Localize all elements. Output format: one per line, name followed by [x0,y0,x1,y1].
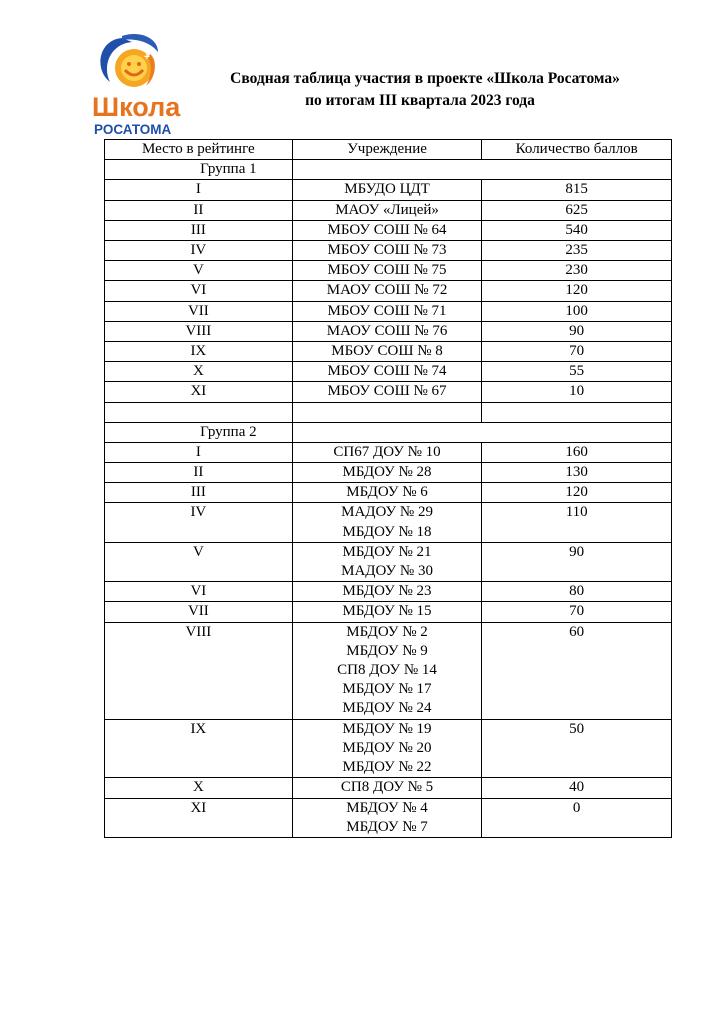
table-row [105,582,672,602]
rating-table [104,139,672,838]
place-cell: XI [105,382,293,402]
institution-cell [292,321,482,341]
place-cell: III [105,220,293,240]
score-cell: 80 [482,582,672,602]
place-cell: V [105,261,293,281]
institution-cell [292,261,482,281]
table-row [105,301,672,321]
institution-name: МБДОУ № 15 [342,603,432,620]
place-cell: VII [105,301,293,321]
institution-cell [292,542,482,581]
table-row [105,261,672,281]
table-row [105,483,672,503]
empty-cell [482,402,672,422]
place-cell: II [105,463,293,483]
table-row [105,382,672,402]
score-cell: 130 [482,463,672,483]
institution-cell [292,281,482,301]
institution-cell [292,503,482,542]
institution-name: МАДОУ № 29 [341,504,433,521]
institution-name: МБДОУ № 17 [342,681,432,698]
table-row [105,281,672,301]
score-cell: 55 [482,362,672,382]
place-cell: IX [105,342,293,362]
table-row [105,719,672,778]
institution-cell [292,622,482,719]
table-header-row [105,140,672,160]
institution-cell [292,301,482,321]
table-row [105,503,672,542]
header-place: Место в рейтинге [105,140,293,160]
institution-name: МАОУ СОШ № 76 [326,322,448,339]
group-empty-cell [292,422,671,442]
score-cell: 625 [482,200,672,220]
institution-name: МБДОУ № 4 [346,799,428,816]
group-header-row [105,160,672,180]
score-cell: 160 [482,442,672,462]
institution-cell [292,180,482,200]
institution-name: МАДОУ № 30 [341,563,433,580]
place-cell: X [105,362,293,382]
table-row [105,200,672,220]
institution-name: МБДОУ № 24 [342,700,432,717]
institution-name: МАОУ «Лицей» [335,201,439,218]
place-cell: VI [105,582,293,602]
institution-cell [292,719,482,778]
logo-text-rosatom: РОСАТОМА [94,122,172,137]
table-row [105,542,672,581]
group-empty-cell [292,160,671,180]
score-cell: 0 [482,798,672,837]
table-row [105,602,672,622]
institution-cell [292,382,482,402]
place-cell: I [105,180,293,200]
score-cell: 230 [482,261,672,281]
score-cell: 60 [482,622,672,719]
table-row [105,798,672,837]
institution-name: МБДОУ № 23 [342,583,432,600]
institution-name: МБДОУ № 19 [342,720,432,737]
institution-name: МБОУ СОШ № 73 [327,242,447,259]
institution-name: СП8 ДОУ № 14 [337,662,437,679]
institution-name: МБОУ СОШ № 71 [327,302,447,319]
institution-name: МБДОУ № 6 [346,484,428,501]
score-cell: 120 [482,483,672,503]
institution-name: МБОУ СОШ № 67 [327,383,447,400]
institution-cell [292,200,482,220]
institution-cell [292,778,482,798]
score-cell: 40 [482,778,672,798]
score-cell: 50 [482,719,672,778]
institution-name: МАОУ СОШ № 72 [326,282,448,299]
institution-cell [292,362,482,382]
empty-cell [105,402,293,422]
score-cell: 110 [482,503,672,542]
score-cell: 90 [482,321,672,341]
place-cell: IV [105,503,293,542]
place-cell: XI [105,798,293,837]
group-name: Группа 2 [105,422,293,442]
place-cell: I [105,442,293,462]
table-row [105,241,672,261]
institution-name: МБОУ СОШ № 64 [327,221,447,238]
institution-name: МБДОУ № 22 [342,759,432,776]
spacer-row [105,402,672,422]
table-row [105,220,672,240]
institution-name: МБДОУ № 21 [342,543,432,560]
institution-name: СП67 ДОУ № 10 [333,443,441,460]
title-line-1: Сводная таблица участия в проекте «Школа Росатома» [230,70,620,87]
header-institution: Учреждение [292,140,482,160]
header-score: Количество баллов [482,140,672,160]
place-cell: V [105,542,293,581]
score-cell: 10 [482,382,672,402]
institution-cell [292,220,482,240]
logo-text-school: Школа [92,92,181,122]
score-cell: 100 [482,301,672,321]
institution-name: МБОУ СОШ № 8 [331,343,443,360]
score-cell: 90 [482,542,672,581]
institution-name: МБДОУ № 9 [346,642,428,659]
place-cell: X [105,778,293,798]
institution-cell [292,241,482,261]
place-cell: VII [105,602,293,622]
score-cell: 70 [482,342,672,362]
table-row [105,180,672,200]
institution-name: МБДОУ № 28 [342,464,432,481]
page-title [150,68,680,112]
institution-name: СП8 ДОУ № 5 [340,779,434,796]
table-row [105,463,672,483]
score-cell: 70 [482,602,672,622]
institution-cell [292,442,482,462]
table-row [105,778,672,798]
place-cell: III [105,483,293,503]
group-name: Группа 1 [105,160,293,180]
score-cell: 540 [482,220,672,240]
place-cell: VIII [105,321,293,341]
institution-name: МБДОУ № 7 [346,818,428,835]
score-cell: 235 [482,241,672,261]
table-row [105,362,672,382]
institution-cell [292,483,482,503]
institution-cell [292,342,482,362]
empty-cell [292,402,482,422]
score-cell: 120 [482,281,672,301]
table-row [105,622,672,719]
institution-name: МБДОУ № 18 [342,523,432,540]
institution-cell [292,798,482,837]
institution-cell [292,463,482,483]
place-cell: II [105,200,293,220]
score-cell: 815 [482,180,672,200]
institution-cell [292,602,482,622]
svg-text:+: + [144,52,150,63]
institution-name: МБОУ СОШ № 74 [327,363,447,380]
institution-name: МБДОУ № 20 [342,739,432,756]
table-row [105,342,672,362]
institution-name: МБДОУ № 2 [346,623,428,640]
table-row [105,321,672,341]
place-cell: IX [105,719,293,778]
institution-cell [292,582,482,602]
place-cell: VI [105,281,293,301]
place-cell: IV [105,241,293,261]
table-row [105,442,672,462]
title-line-2: по итогам III квартала 2023 года [305,92,535,109]
institution-name: МБУДО ЦДТ [344,181,430,198]
institution-name: МБОУ СОШ № 75 [327,262,447,279]
group-header-row [105,422,672,442]
place-cell: VIII [105,622,293,719]
